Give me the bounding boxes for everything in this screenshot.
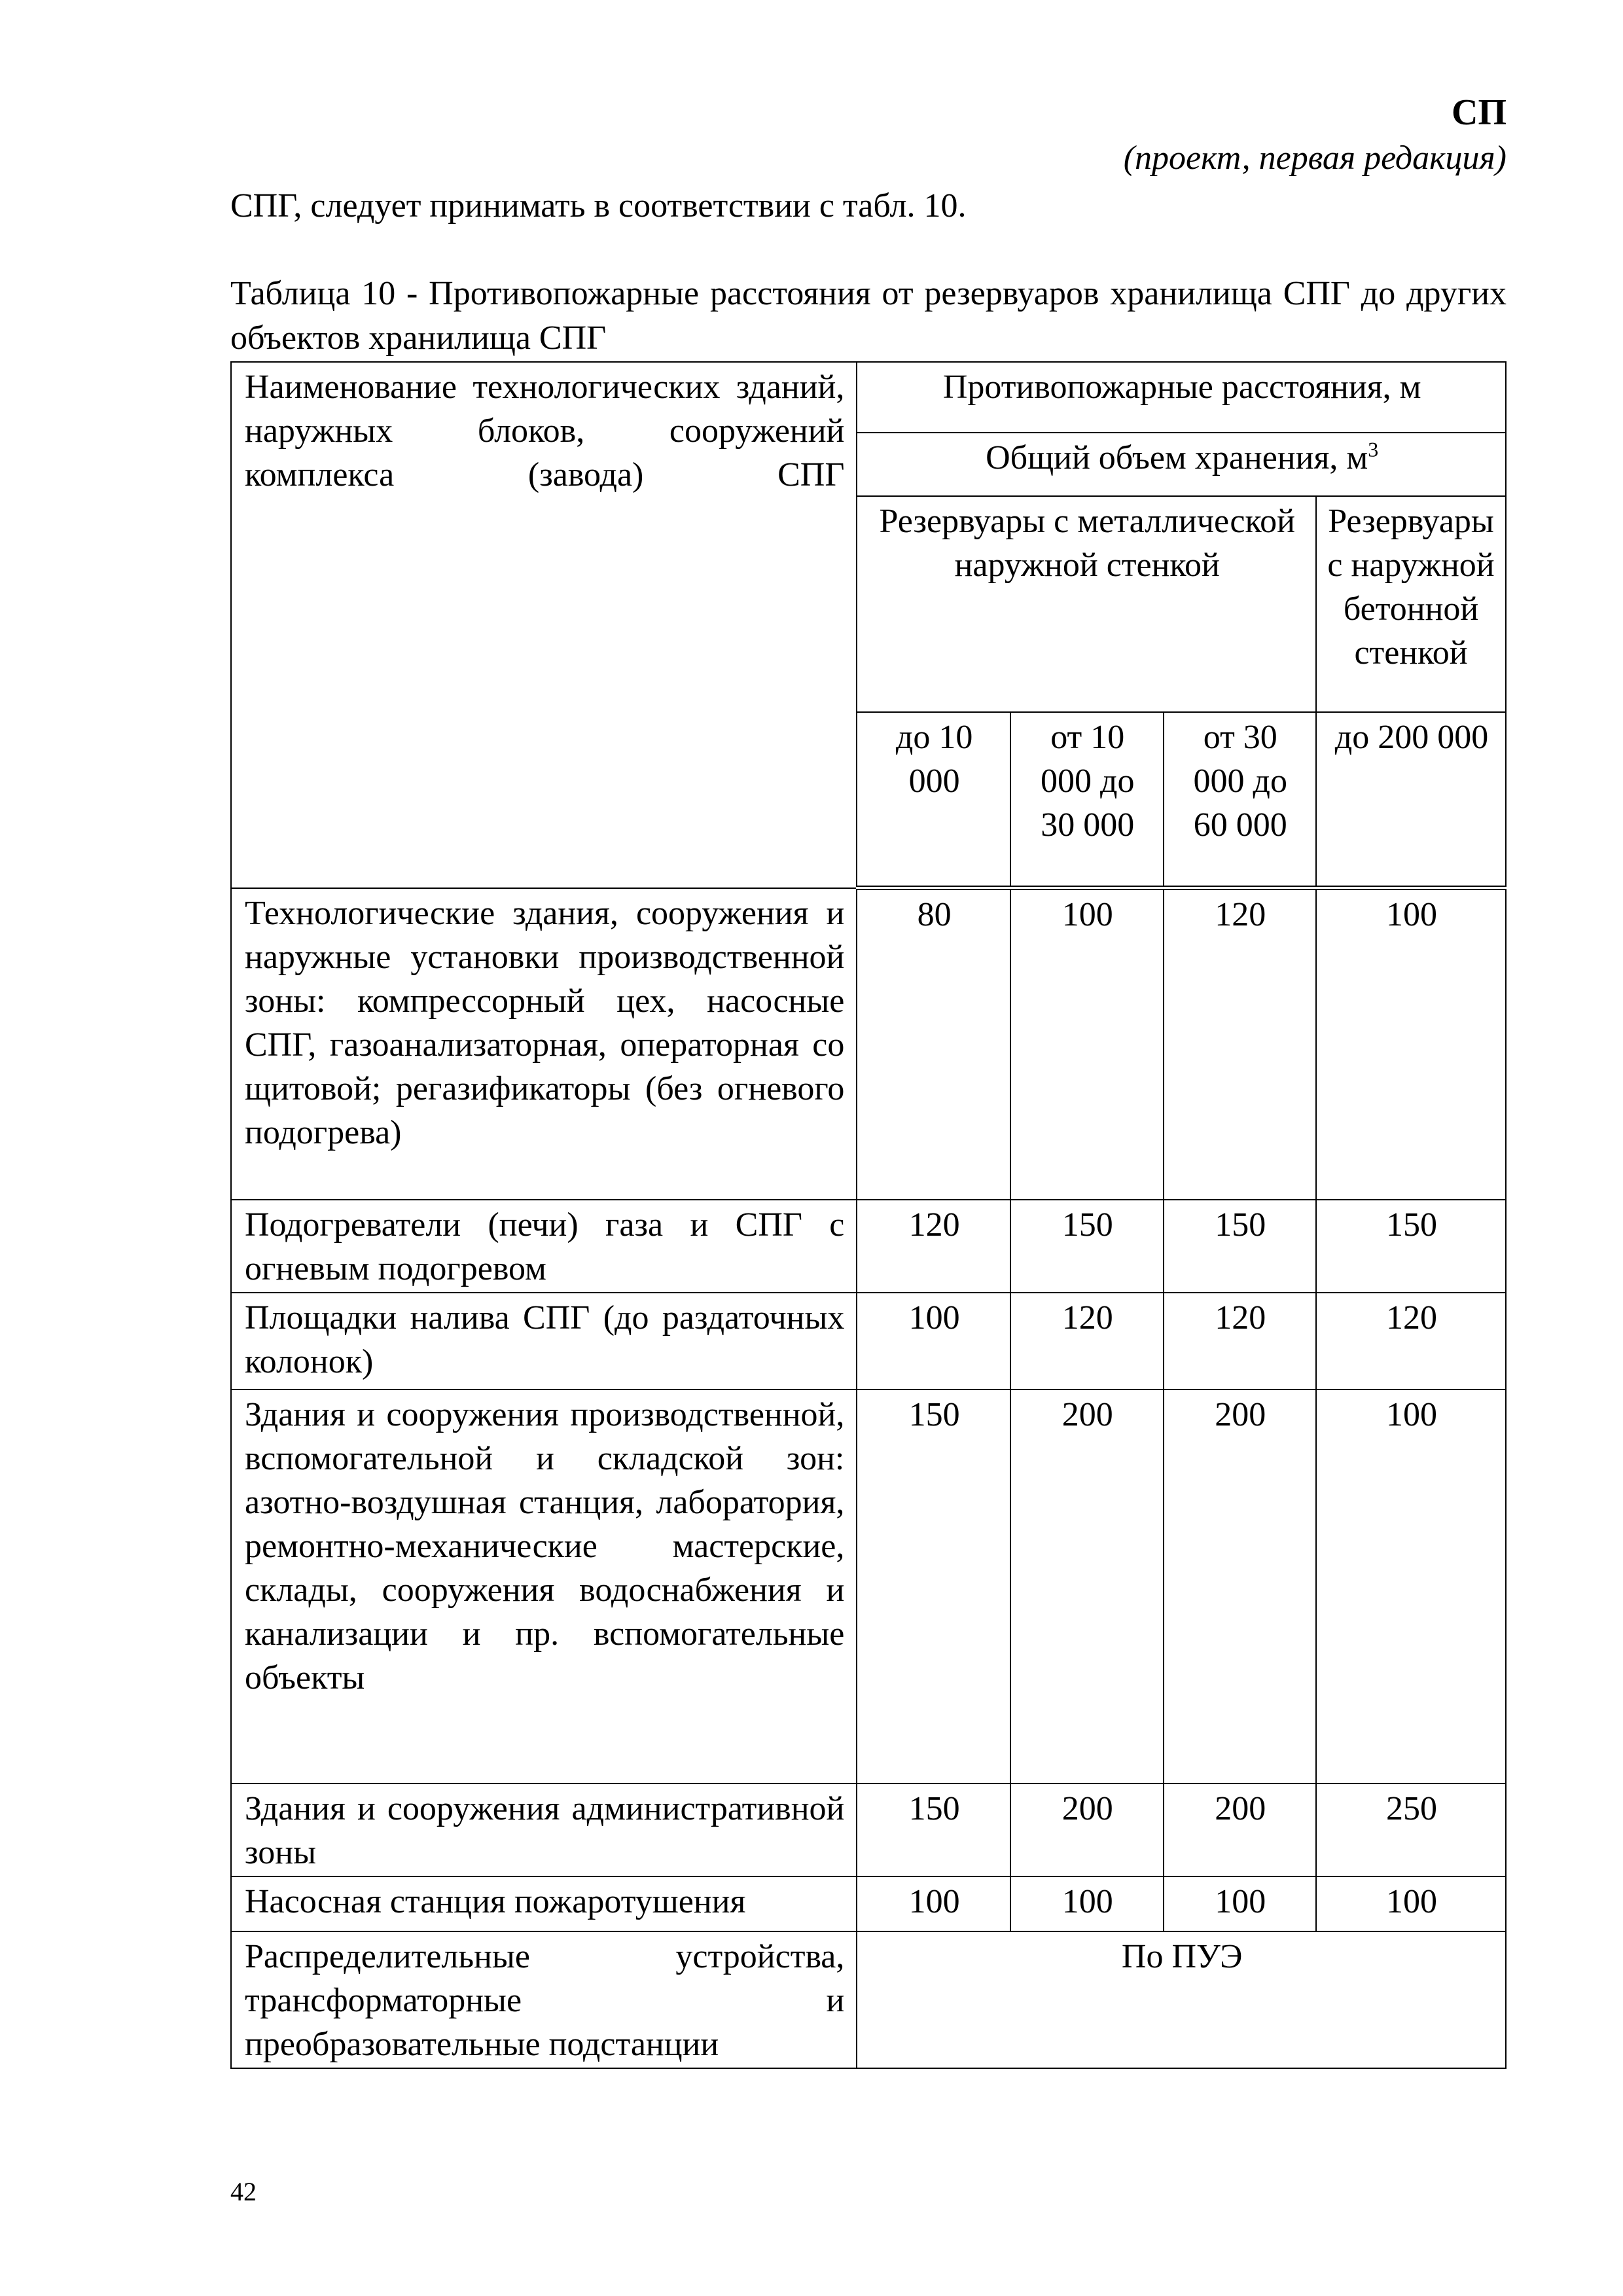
row-name: Здания и сооружения административной зоны: [231, 1784, 857, 1876]
distance-header: Противопожарные расстояния, м: [857, 362, 1506, 433]
row-value: 200: [1010, 1784, 1164, 1876]
row-value: 120: [1164, 1293, 1317, 1390]
table-caption: Таблица 10 - Противопожарные расстояния от резервуаров хранилища СПГ до других объектов хранилища СПГ: [230, 275, 1507, 357]
row-value: 120: [1010, 1293, 1164, 1390]
row-value: 100: [1164, 1876, 1317, 1931]
row-value: 200: [1010, 1390, 1164, 1784]
row-value: 100: [1010, 888, 1164, 1200]
row-name: Здания и сооружения производственной, вспомогательной и складской зон: азотно-воздушная станция, лаборатория, ремонтно-механические мастерские, склады, сооружения водоснабжения и канализации и пр. вспомогательные объекты: [231, 1390, 857, 1784]
table-row: [231, 1784, 1506, 1876]
name-column-header: Наименование технологических зданий, наружных блоков, сооружений комплекса (завода) СПГ: [231, 362, 857, 888]
row-value: 120: [857, 1200, 1010, 1293]
row-value: 200: [1164, 1784, 1317, 1876]
table-row: [231, 1200, 1506, 1293]
row-value: 100: [857, 1293, 1010, 1390]
document-status: (проект, первая редакция): [1123, 139, 1507, 177]
page-number: 42: [230, 2177, 257, 2206]
row-value: 150: [1316, 1200, 1506, 1293]
row-value: 120: [1164, 888, 1317, 1200]
row-name: Насосная станция пожаротушения: [231, 1876, 857, 1931]
row-value: 100: [1010, 1876, 1164, 1931]
row-name: Технологические здания, сооружения и наружные установки производственной зоны: компрессорный цех, насосные СПГ, газоанализаторная, операторная со щитовой; регазификаторы (без огневого подогрева): [231, 888, 857, 1200]
range-header: от 10 000 до 30 000: [1010, 712, 1164, 888]
document-code: СП: [1452, 92, 1507, 133]
table-row: [231, 1390, 1506, 1784]
row-value-merged: По ПУЭ: [857, 1931, 1506, 2068]
row-value: 80: [857, 888, 1010, 1200]
concrete-wall-header: Резервуары с наружной бетонной стенкой: [1316, 496, 1506, 712]
table-row: [231, 1876, 1506, 1931]
table-row: [231, 1293, 1506, 1390]
range-header: до 200 000: [1316, 712, 1506, 888]
table-row: [231, 1931, 1506, 2068]
row-value: 150: [857, 1390, 1010, 1784]
row-value: 120: [1316, 1293, 1506, 1390]
row-value: 150: [1164, 1200, 1317, 1293]
row-value: 150: [857, 1784, 1010, 1876]
range-header: от 30 000 до 60 000: [1164, 712, 1317, 888]
row-value: 250: [1316, 1784, 1506, 1876]
row-value: 100: [857, 1876, 1010, 1931]
row-name: Распределительные устройства, трансформаторные и преобразовательные подстанции: [231, 1931, 857, 2068]
row-value: 100: [1316, 888, 1506, 1200]
volume-header: [857, 433, 1506, 496]
row-value: 150: [1010, 1200, 1164, 1293]
fire-distance-table: [230, 361, 1507, 2069]
intro-text: СПГ, следует принимать в соответствии с табл. 10.: [230, 187, 967, 224]
row-name: Подогреватели (печи) газа и СПГ с огневым подогревом: [231, 1200, 857, 1293]
volume-unit-superscript: 3: [1368, 437, 1379, 461]
metal-wall-header: Резервуары с металлической наружной стенкой: [857, 496, 1316, 712]
row-name: Площадки налива СПГ (до раздаточных колонок): [231, 1293, 857, 1390]
row-value: 200: [1164, 1390, 1317, 1784]
row-value: 100: [1316, 1876, 1506, 1931]
header-row-1: [231, 362, 1506, 433]
range-header: до 10 000: [857, 712, 1010, 888]
row-value: 100: [1316, 1390, 1506, 1784]
table-row: [231, 888, 1506, 1200]
volume-header-text: Общий объем хранения, м: [986, 439, 1368, 476]
